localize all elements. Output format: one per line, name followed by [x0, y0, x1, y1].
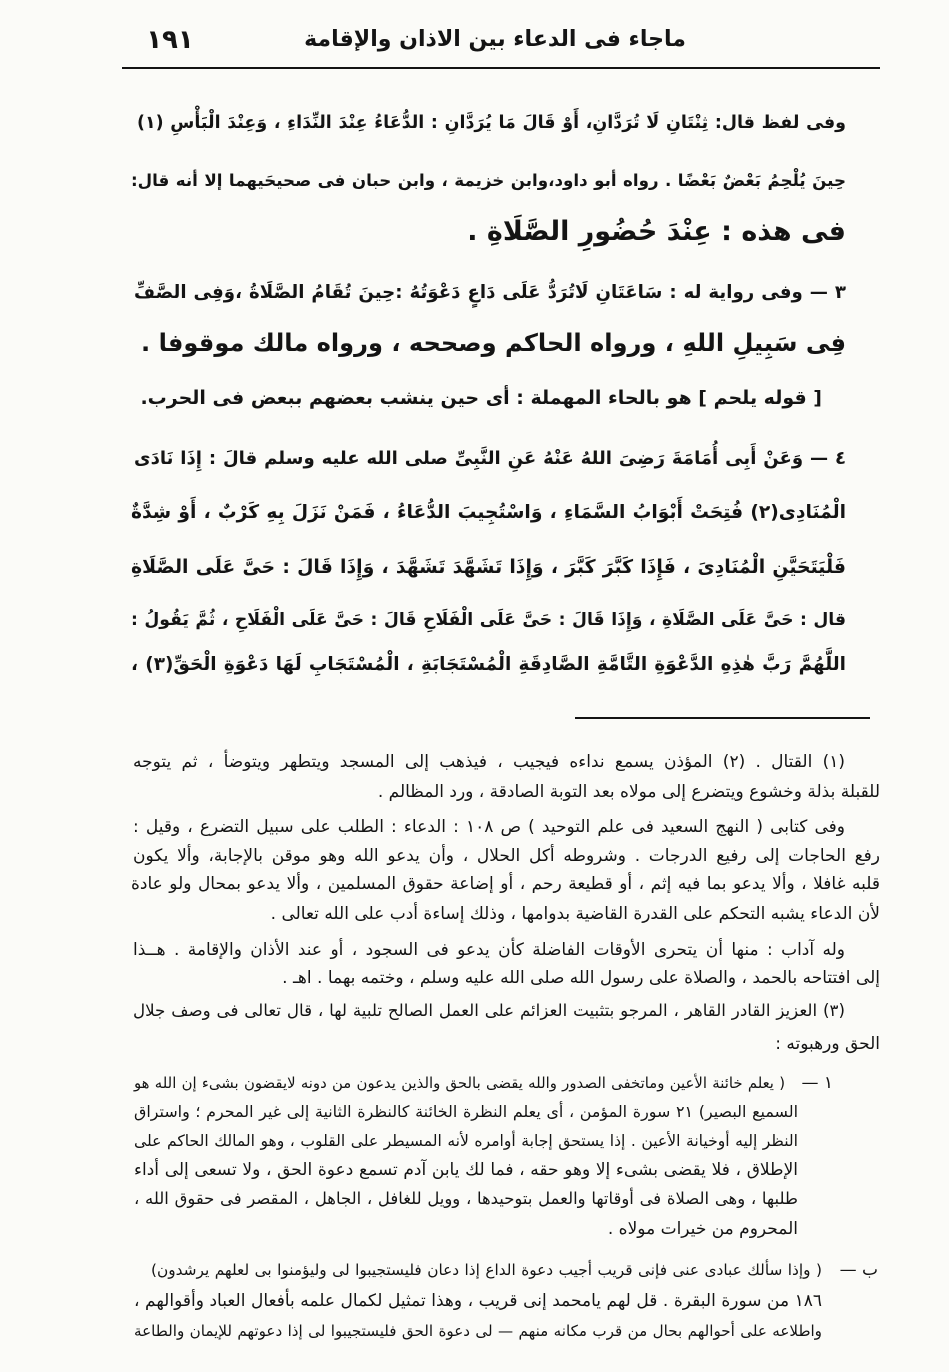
- footnote-line: [133, 1156, 798, 1184]
- footnote-line: [130, 870, 880, 898]
- body-text: ٤ — وَعَنْ أَبِى أُمَامَةَ رَضِىَ اللهُ عَنْهُ عَنِ النَّبِىِّ صلى الله عليه وسلم قالَ : إِذَا نَادَى: [134, 448, 846, 469]
- footnote-line: [132, 1030, 880, 1058]
- footnote-line: [133, 1287, 822, 1315]
- body-text-line: [130, 318, 846, 368]
- body-text: فى هذه : عِنْدَ حُضُورِ الصَّلَاةِ .: [467, 216, 846, 247]
- footnote-text: ١٨٦ من سورة البقرة . قل لهم يامحمد إنى قريب ، وهذا تمثيل لكمال علمه بأفعال العباد وأقوالهم ،: [134, 1291, 822, 1311]
- body-text: اللَّهُمَّ رَبَّ هٰذِهِ الدَّعْوَةِ التَّامَّةِ الصَّادِقَةِ الْمُسْتَجَابَةِ ، الْمُسْتَجَابِ لَهَا دَعْوَةِ الْحَقِّ(٣) ،: [131, 654, 846, 675]
- footnote-text: واطلاعه على أحوالهم بحال من قرب مكانه منهم — لى دعوة الحق فليستجيبوا لى إذا دعوتهم للإيمان والطاعة: [134, 1322, 822, 1340]
- footnote-text: السميع البصير) ٢١ سورة المؤمن ، أى يعلم النظرة الخائنة كالنظرة الثانية إلى غير المحرم ؛ واستراق: [133, 1102, 798, 1121]
- body-text: الْمُنَادِى(٢) فُتِحَتْ أَبْوَابُ السَّمَاءِ ، وَاسْتُجِيبَ الدُّعَاءُ ، فَمَنْ نَزَلَ بِهِ كَرْبٌ ، أَوْ شِدَّةٌ: [131, 502, 846, 523]
- footnote-text: للقبلة بذلة وخشوع ويتضرع إلى مولاه بعد التوبة الصادقة ، ورد المظالم .: [377, 782, 880, 802]
- footnote-text: ( وإذا سألك عبادى عنى فإنى قريب أجيب دعوة الداع إذا دعان فليستجيبوا لى وليؤمنوا بى لعلهم يرشدون): [151, 1261, 822, 1279]
- footnote-text: الحق ورهبوته :: [775, 1034, 880, 1054]
- footnote-line: [132, 900, 880, 928]
- body-text-line: [130, 153, 846, 203]
- footnote-line: [133, 1069, 785, 1097]
- header-rule: [122, 67, 880, 69]
- body-text: وفى لفظ قال: ثِنْتَانِ لَا تُرَدَّانِ، أَوْ قَالَ مَا يُرَدَّانِ : الدُّعَاءُ عِنْدَ النِّدَاءِ ، وَعِنْدَ الْبَأْسِ (١): [137, 113, 846, 133]
- footnote-text: المحروم من خيرات مولاه .: [607, 1219, 798, 1239]
- footnote-line: [132, 936, 845, 964]
- footnote-line: [132, 813, 845, 841]
- body-text: فَلْيَتَحَيَّنِ الْمُنَادِىَ ، فَإِذَا كَبَّرَ كَبَّرَ ، وَإِذَا تَشَهَّدَ تَشَهَّدَ ، وَإِذَا قَالَ : حَىَّ عَلَى الصَّلَاةِ: [131, 557, 846, 578]
- list-marker: ١ —: [801, 1073, 833, 1093]
- footnote-line: [133, 1317, 822, 1345]
- footnote-line: [132, 997, 845, 1025]
- footnote-line: [133, 1185, 798, 1213]
- body-text: فِى سَبِيلِ اللهِ ، ورواه الحاكم وصححه ، ورواه مالك موقوفا .: [141, 329, 846, 357]
- body-text-line: [133, 265, 846, 315]
- footnote-line: [132, 964, 880, 992]
- footnote-text: الإطلاق ، فلا يقضى بشىء إلا وهو حقه ، فما لك يابن آدم تسمع دعوة الحق ، ولا تسعى إلى أداء: [134, 1160, 798, 1180]
- footnote-line: [132, 778, 880, 806]
- footnote-line: [133, 1098, 798, 1126]
- footnote-text: (١) القتال . (٢) المؤذن يسمع نداءه فيجيب ، فيذهب إلى المسجد ويتطهر ويتوضأ ، ثم يتوجه: [132, 752, 845, 772]
- page-number: ١٩١: [146, 25, 194, 55]
- footnote-text: وفى كتابى ( النهج السعيد فى علم التوحيد ) ص ١٠٨ : الدعاء : الطلب على سبيل التضرع ، وقيل :: [132, 817, 845, 837]
- footnote-line: [133, 1215, 798, 1243]
- body-text-line: [130, 637, 846, 687]
- list-marker: ب —: [839, 1260, 878, 1280]
- footnote-text: طلبها ، وهى الصلاة فى أوقاتها والعمل بتوحيدها ، وويل للغافل ، الجاهل ، المقصر فى حقوق الله ،: [134, 1189, 798, 1208]
- footnote-line: [132, 842, 880, 870]
- footnote-text: ( يعلم خائنة الأعين وماتخفى الصدور والله يقضى بالحق والذين يدعون من دونه لايقضون بشىء إن الله هو: [134, 1074, 785, 1092]
- footnote-line: [150, 1256, 822, 1284]
- commentary-text: [ قوله يلحم ] هو بالحاء المهملة : أى حين ينشب بعضهم ببعض فى الحرب.: [140, 387, 822, 409]
- body-text: قال : حَىَّ عَلَى الصَّلَاةِ ، وَإِذَا قَالَ : حَىَّ عَلَى الْفَلَاحِ قَالَ : حَىَّ عَلَى الْفَلَاحِ ، ثُمَّ يَقُولُ :: [131, 610, 846, 630]
- running-title: ماجاء فى الدعاء بين الاذان والإقامة: [304, 27, 686, 52]
- footnote-text: النظر إليه أوخيانة الأعين . إذا يستحق إجابة أوامره لأنه المسيطر على القلوب ، وهو المالك الحاكم على: [134, 1132, 798, 1150]
- body-text-line: [130, 485, 846, 535]
- footnote-line: [133, 1127, 798, 1155]
- body-text-line: [130, 540, 846, 590]
- footnote-line: [132, 748, 845, 776]
- footnote-text: قلبه غافلا ، وألا يدعو بما فيه إثم ، أو قطيعة رحم ، أو إضاعة حقوق المسلمين ، وألا يدعو بمحال ولو عادة: [131, 874, 880, 894]
- body-text-line: [130, 207, 846, 257]
- body-text: حِينَ يُلْحِمُ بَعْضٌ بَعْضًا . رواه أبو داود،وابن خزيمة ، وابن حبان فى صحيحَيهما إلا أنه قال:: [131, 171, 846, 190]
- commentary-line: [130, 371, 822, 421]
- body-text: ٣ — وفى رواية له : سَاعَتَانِ لَاتُرَدُّ عَلَى دَاعٍ دَعْوَتُهُ :حِينَ تُقَامُ الصَّلَاةُ ،وَفِى الصَّفِّ: [134, 282, 846, 303]
- footnote-text: لأن الدعاء يشبه التحكم على القدرة القاضية بدوامها ، وذلك إساءة أدب على الله تعالى .: [270, 904, 880, 924]
- footnote-text: وله آداب : منها أن يتحرى الأوقات الفاضلة كأن يدعو فى السجود ، أو عند الأذان والإقامة . هــذا: [133, 940, 845, 960]
- footnote-text: إلى افتتاحه بالحمد ، والصلاة على رسول الله صلى الله عليه وسلم ، وختمه بهما . اهـ .: [282, 968, 880, 988]
- footnote-separator: [575, 717, 870, 719]
- body-text-line: [136, 95, 846, 145]
- footnote-text: رفع الحاجات إلى رفيع الدرجات . وشروطه أكل الحلال ، وأن يدعو الله وهو موقن بالإجابة، وألا يكون: [133, 846, 880, 866]
- body-text-line: [130, 592, 846, 642]
- body-text-line: [133, 431, 846, 481]
- footnote-text: (٣) العزيز القادر القاهر ، المرجو بتثبيت العزائم على العمل الصالح تلبية لها ، قال تعالى فى وصف جلال: [133, 1001, 845, 1020]
